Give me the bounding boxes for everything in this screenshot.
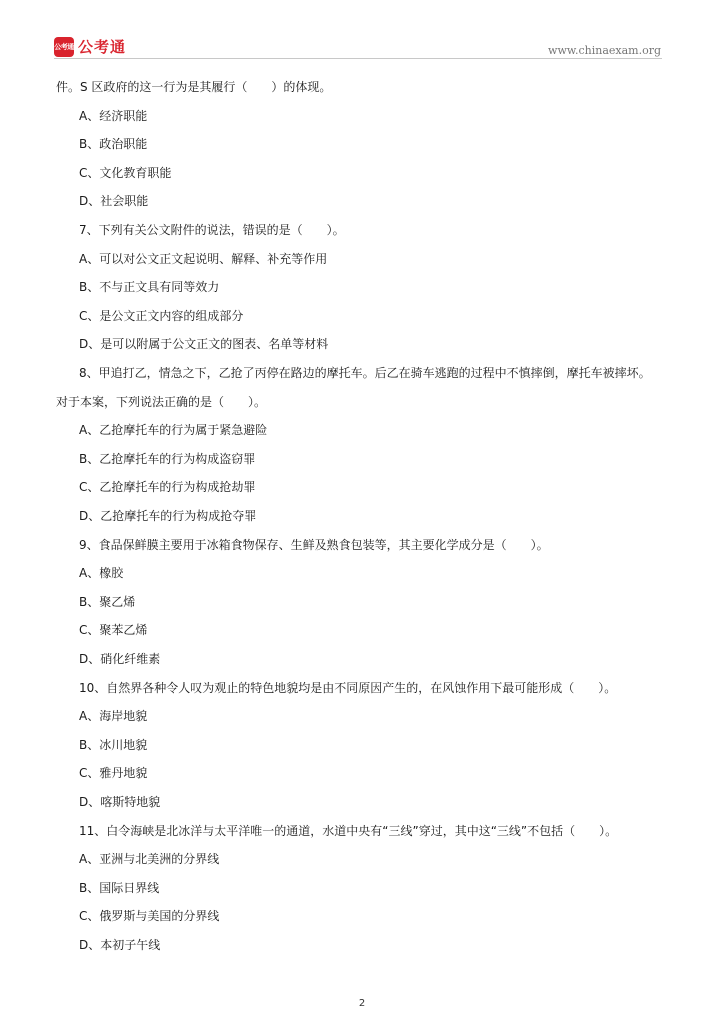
- answer-option: D、本初子午线: [79, 938, 161, 952]
- site-url: www.chinaexam.org: [548, 44, 661, 57]
- logo: [54, 36, 126, 57]
- answer-option: C、雅丹地貌: [79, 766, 148, 781]
- answer-option: A、橡胶: [79, 566, 124, 581]
- answer-option: B、不与正文具有同等效力: [79, 280, 220, 295]
- answer-option: C、俄罗斯与美国的分界线: [79, 909, 220, 924]
- answer-option: D、是可以附属于公文正文的图表、名单等材料: [79, 337, 329, 352]
- answer-option: A、经济职能: [79, 108, 148, 123]
- question-stem: 7、下列有关公文附件的说法，错误的是（ ）。: [79, 223, 345, 237]
- question-stem: 9、食品保鲜膜主要用于冰箱食物保存、生鲜及熟食包装等，其主要化学成分是（ ）。: [79, 537, 549, 552]
- logo-text: 公考通: [78, 38, 127, 56]
- answer-option: C、文化教育职能: [79, 165, 172, 180]
- answer-option: B、乙抢摩托车的行为构成盗窃罪: [79, 451, 256, 466]
- page-header: [0, 0, 724, 60]
- answer-option: A、可以对公文正文起说明、解释、补充等作用: [79, 251, 328, 266]
- answer-option: C、乙抢摩托车的行为构成抢劫罪: [79, 480, 256, 495]
- answer-option: D、喀斯特地貌: [79, 795, 161, 809]
- answer-option: D、社会职能: [79, 194, 149, 209]
- question-stem: 8、甲追打乙，情急之下，乙抢了丙停在路边的摩托车。后乙在骑车逃跑的过程中不慎摔倒，摩托车被摔坏。: [79, 366, 651, 380]
- answer-option: A、亚洲与北美洲的分界线: [79, 852, 220, 867]
- header-divider: [54, 58, 662, 59]
- answer-option: B、聚乙烯: [79, 594, 136, 609]
- text-line: 对于本案，下列说法正确的是（ ）。: [56, 394, 267, 409]
- answer-option: D、乙抢摩托车的行为构成抢夺罪: [79, 509, 257, 523]
- answer-option: C、聚苯乙烯: [79, 623, 148, 638]
- text-line: 件。S 区政府的这一行为是其履行（ ）的体现。: [56, 80, 332, 94]
- answer-option: B、冰川地貌: [79, 737, 148, 752]
- answer-option: B、国际日界线: [79, 880, 160, 895]
- answer-option: A、海岸地貌: [79, 709, 148, 724]
- answer-option: D、硝化纤维素: [79, 652, 161, 666]
- logo-badge-icon: 公考通: [54, 37, 74, 57]
- page-number: 2: [358, 998, 366, 1009]
- answer-option: A、乙抢摩托车的行为属于紧急避险: [79, 423, 268, 438]
- answer-option: C、是公文正文内容的组成部分: [79, 308, 244, 323]
- question-stem: 10、自然界各种令人叹为观止的特色地貌均是由不同原因产生的，在风蚀作用下最可能形成（ ）。: [79, 680, 617, 695]
- answer-option: B、政治职能: [79, 137, 148, 152]
- question-stem: 11、白令海峡是北冰洋与太平洋唯一的通道，水道中央有“三线”穿过，其中这“三线”不包括（ ）。: [79, 823, 618, 838]
